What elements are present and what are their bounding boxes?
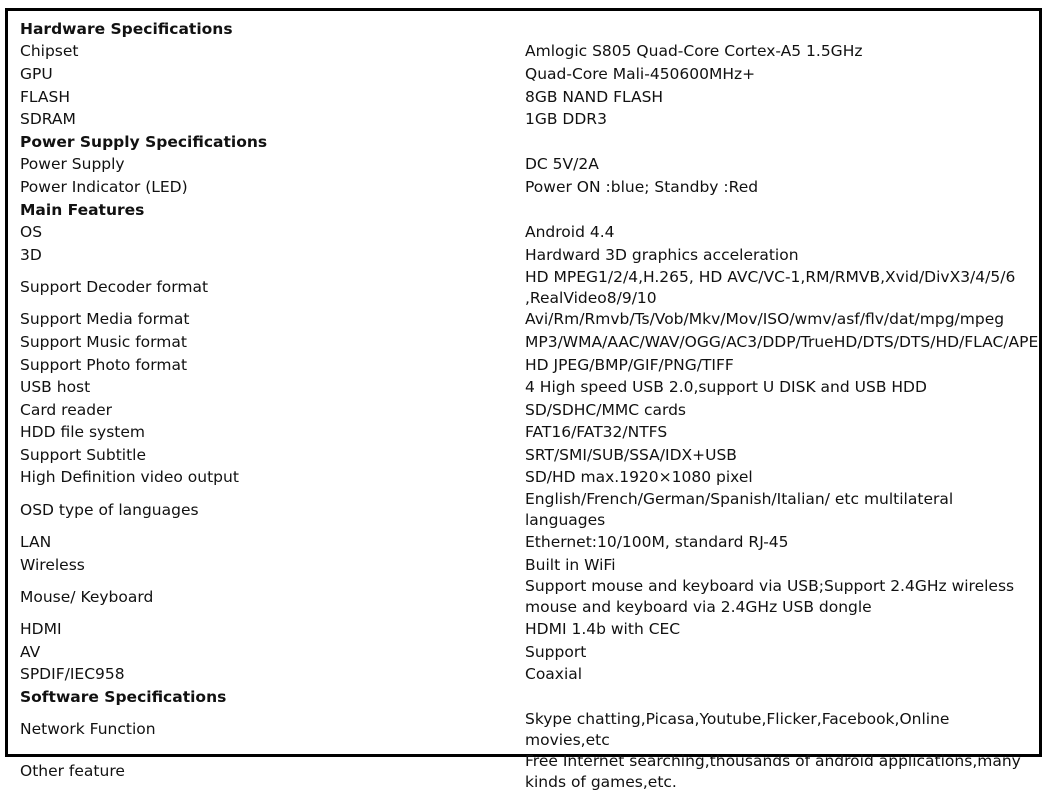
spec-row bbox=[20, 751, 1030, 793]
spec-row bbox=[20, 554, 1030, 577]
spec-label: Network Function bbox=[20, 720, 156, 739]
spec-value: HD JPEG/BMP/GIF/PNG/TIFF bbox=[525, 355, 734, 374]
spec-row bbox=[20, 618, 1030, 641]
spec-label: Mouse/ Keyboard bbox=[20, 587, 154, 606]
spec-value: MP3/WMA/AAC/WAV/OGG/AC3/DDP/TrueHD/DTS/DTS/HD/FLAC/APE bbox=[525, 332, 1039, 351]
spec-value: Coaxial bbox=[525, 665, 583, 684]
spec-row bbox=[20, 63, 1030, 86]
section-header-row bbox=[20, 686, 1030, 709]
spec-row bbox=[20, 309, 1030, 332]
spec-table bbox=[20, 18, 1039, 793]
spec-row bbox=[20, 376, 1030, 399]
section-title: Hardware Specifications bbox=[20, 19, 233, 38]
spec-value: Ethernet:10/100M, standard RJ-45 bbox=[525, 533, 789, 552]
spec-value: Skype chatting,Picasa,Youtube,Flicker,Facebook,Online movies,etc bbox=[525, 709, 950, 749]
spec-value: Avi/Rm/Rmvb/Ts/Vob/Mkv/Mov/ISO/wmv/asf/flv/dat/mpg/mpeg bbox=[525, 310, 1005, 329]
section-title: Power Supply Specifications bbox=[20, 132, 268, 151]
spec-label: Card reader bbox=[20, 400, 113, 419]
spec-label: GPU bbox=[20, 64, 53, 83]
spec-value: DC 5V/2A bbox=[525, 155, 599, 174]
spec-value: Amlogic S805 Quad-Core Cortex-A5 1.5GHz bbox=[525, 42, 863, 61]
spec-label: SDRAM bbox=[20, 110, 76, 129]
spec-value: SD/HD max.1920×1080 pixel bbox=[525, 468, 753, 487]
spec-label: Support Decoder format bbox=[20, 278, 209, 297]
spec-label: Support Media format bbox=[20, 310, 190, 329]
spec-row bbox=[20, 531, 1030, 554]
spec-value: SD/SDHC/MMC cards bbox=[525, 400, 687, 419]
spec-value: Android 4.4 bbox=[525, 223, 615, 242]
spec-label: OS bbox=[20, 223, 43, 242]
spec-row bbox=[20, 354, 1030, 377]
spec-value: FAT16/FAT32/NTFS bbox=[525, 423, 668, 442]
spec-value: 4 High speed USB 2.0,support U DISK and USB HDD bbox=[525, 378, 927, 397]
spec-label: HDMI bbox=[20, 620, 62, 639]
section-header-row bbox=[20, 131, 1030, 154]
spec-label: USB host bbox=[20, 378, 91, 397]
spec-row bbox=[20, 331, 1030, 354]
spec-label: Chipset bbox=[20, 42, 79, 61]
spec-label: 3D bbox=[20, 245, 42, 264]
spec-row bbox=[20, 664, 1030, 687]
spec-row bbox=[20, 576, 1030, 618]
spec-value: Quad-Core Mali-450600MHz+ bbox=[525, 64, 756, 83]
spec-row bbox=[20, 108, 1030, 131]
spec-label: Other feature bbox=[20, 762, 125, 781]
spec-label: LAN bbox=[20, 533, 52, 552]
spec-row bbox=[20, 399, 1030, 422]
spec-label: Support Subtitle bbox=[20, 445, 147, 464]
spec-row bbox=[20, 267, 1030, 309]
spec-label: Power Supply bbox=[20, 155, 125, 174]
spec-row bbox=[20, 489, 1030, 531]
spec-value: Support bbox=[525, 642, 587, 661]
spec-row bbox=[20, 176, 1030, 199]
section-title: Main Features bbox=[20, 200, 145, 219]
spec-row bbox=[20, 467, 1030, 490]
spec-row bbox=[20, 244, 1030, 267]
spec-value: HD MPEG1/2/4,H.265, HD AVC/VC-1,RM/RMVB,Xvid/DivX3/4/5/6 ,RealVideo8/9/10 bbox=[525, 267, 1016, 307]
spec-row bbox=[20, 41, 1030, 64]
spec-value: SRT/SMI/SUB/SSA/IDX+USB bbox=[525, 445, 737, 464]
spec-value: Hardward 3D graphics acceleration bbox=[525, 245, 799, 264]
spec-label: Support Photo format bbox=[20, 355, 188, 374]
spec-row bbox=[20, 86, 1030, 109]
spec-row bbox=[20, 422, 1030, 445]
spec-value: English/French/German/Spanish/Italian/ etc multilateral languages bbox=[525, 490, 954, 530]
section-header-row bbox=[20, 18, 1030, 41]
spec-label: AV bbox=[20, 642, 41, 661]
spec-label: Wireless bbox=[20, 555, 85, 574]
spec-value: Power ON :blue; Standby :Red bbox=[525, 177, 759, 196]
spec-sheet-frame bbox=[5, 8, 1042, 791]
spec-value: HDMI 1.4b with CEC bbox=[525, 620, 681, 639]
spec-label: Support Music format bbox=[20, 332, 187, 351]
section-header-row bbox=[20, 199, 1030, 222]
spec-label: SPDIF/IEC958 bbox=[20, 665, 125, 684]
spec-row bbox=[20, 154, 1030, 177]
spec-row bbox=[20, 444, 1030, 467]
spec-label: OSD type of languages bbox=[20, 500, 199, 519]
spec-value: 8GB NAND FLASH bbox=[525, 87, 664, 106]
spec-label: FLASH bbox=[20, 87, 71, 106]
spec-value: 1GB DDR3 bbox=[525, 110, 607, 129]
spec-value: Support mouse and keyboard via USB;Support 2.4GHz wireless mouse and keyboard via 2.4GHz USB dongle bbox=[525, 577, 1015, 617]
section-title: Software Specifications bbox=[20, 688, 227, 707]
spec-label: Power Indicator (LED) bbox=[20, 177, 188, 196]
spec-label: High Definition video output bbox=[20, 468, 239, 487]
spec-row bbox=[20, 709, 1030, 751]
spec-table-body bbox=[20, 18, 1039, 793]
spec-value: Free Internet searching,thousands of android applications,many kinds of games,etc. bbox=[525, 751, 1021, 791]
spec-value: Built in WiFi bbox=[525, 555, 616, 574]
spec-label: HDD file system bbox=[20, 423, 146, 442]
spec-row bbox=[20, 221, 1030, 244]
spec-row bbox=[20, 641, 1030, 664]
